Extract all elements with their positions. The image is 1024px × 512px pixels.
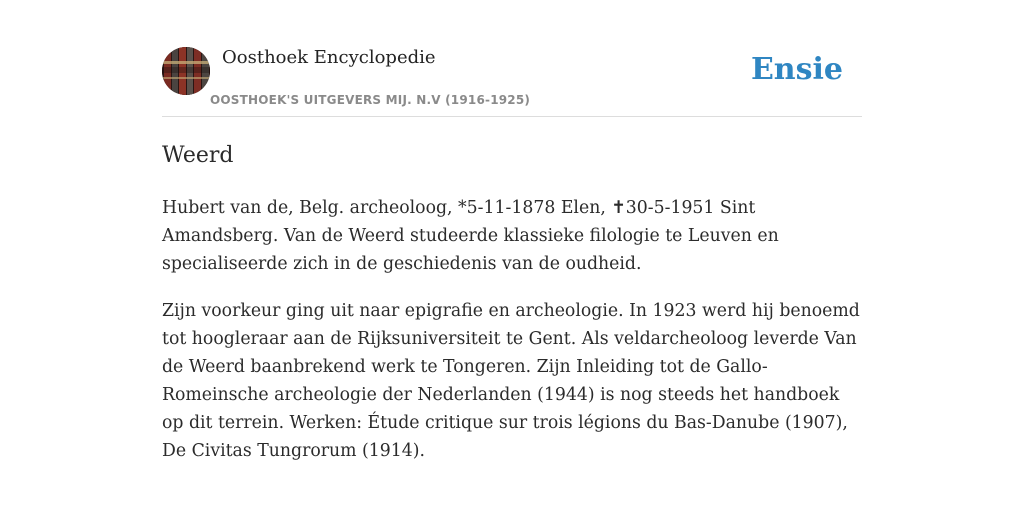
entry-card — [162, 46, 862, 484]
source-subtitle: OOSTHOEK'S UITGEVERS MIJ. N.V (1916-1925) — [210, 93, 531, 107]
source-header — [162, 46, 862, 117]
entry-body — [162, 194, 862, 465]
entry-paragraph: Hubert van de, Belg. archeoloog, *5-11-1878 Elen, ✝30-5-1951 Sint Amandsberg. Van de Weerd studeerde klassieke filologie te Leuven en specialiseerde zich in de geschiedenis van de oudheid. — [162, 198, 779, 274]
brand-logo[interactable]: Ensie — [750, 52, 843, 87]
entry-title: Weerd — [162, 143, 234, 168]
entry-paragraph: Zijn voorkeur ging uit naar epigrafie en archeologie. In 1923 werd hij benoemd tot hoogleraar aan de Rijksuniversiteit te Gent. Als veldarcheoloog leverde Van de Weerd baanbrekend werk te Tongeren. Zijn Inleiding tot de Gallo-Romeinsche archeologie der Nederlanden (1944) is nog steeds het handboek op dit terrein. Werken: Étude critique sur trois légions du Bas-Danube (1907), De Civitas Tungrorum (1914). — [162, 301, 860, 461]
encyclopedia-books-icon[interactable] — [162, 47, 210, 95]
source-title[interactable]: Oosthoek Encyclopedie — [222, 47, 436, 68]
